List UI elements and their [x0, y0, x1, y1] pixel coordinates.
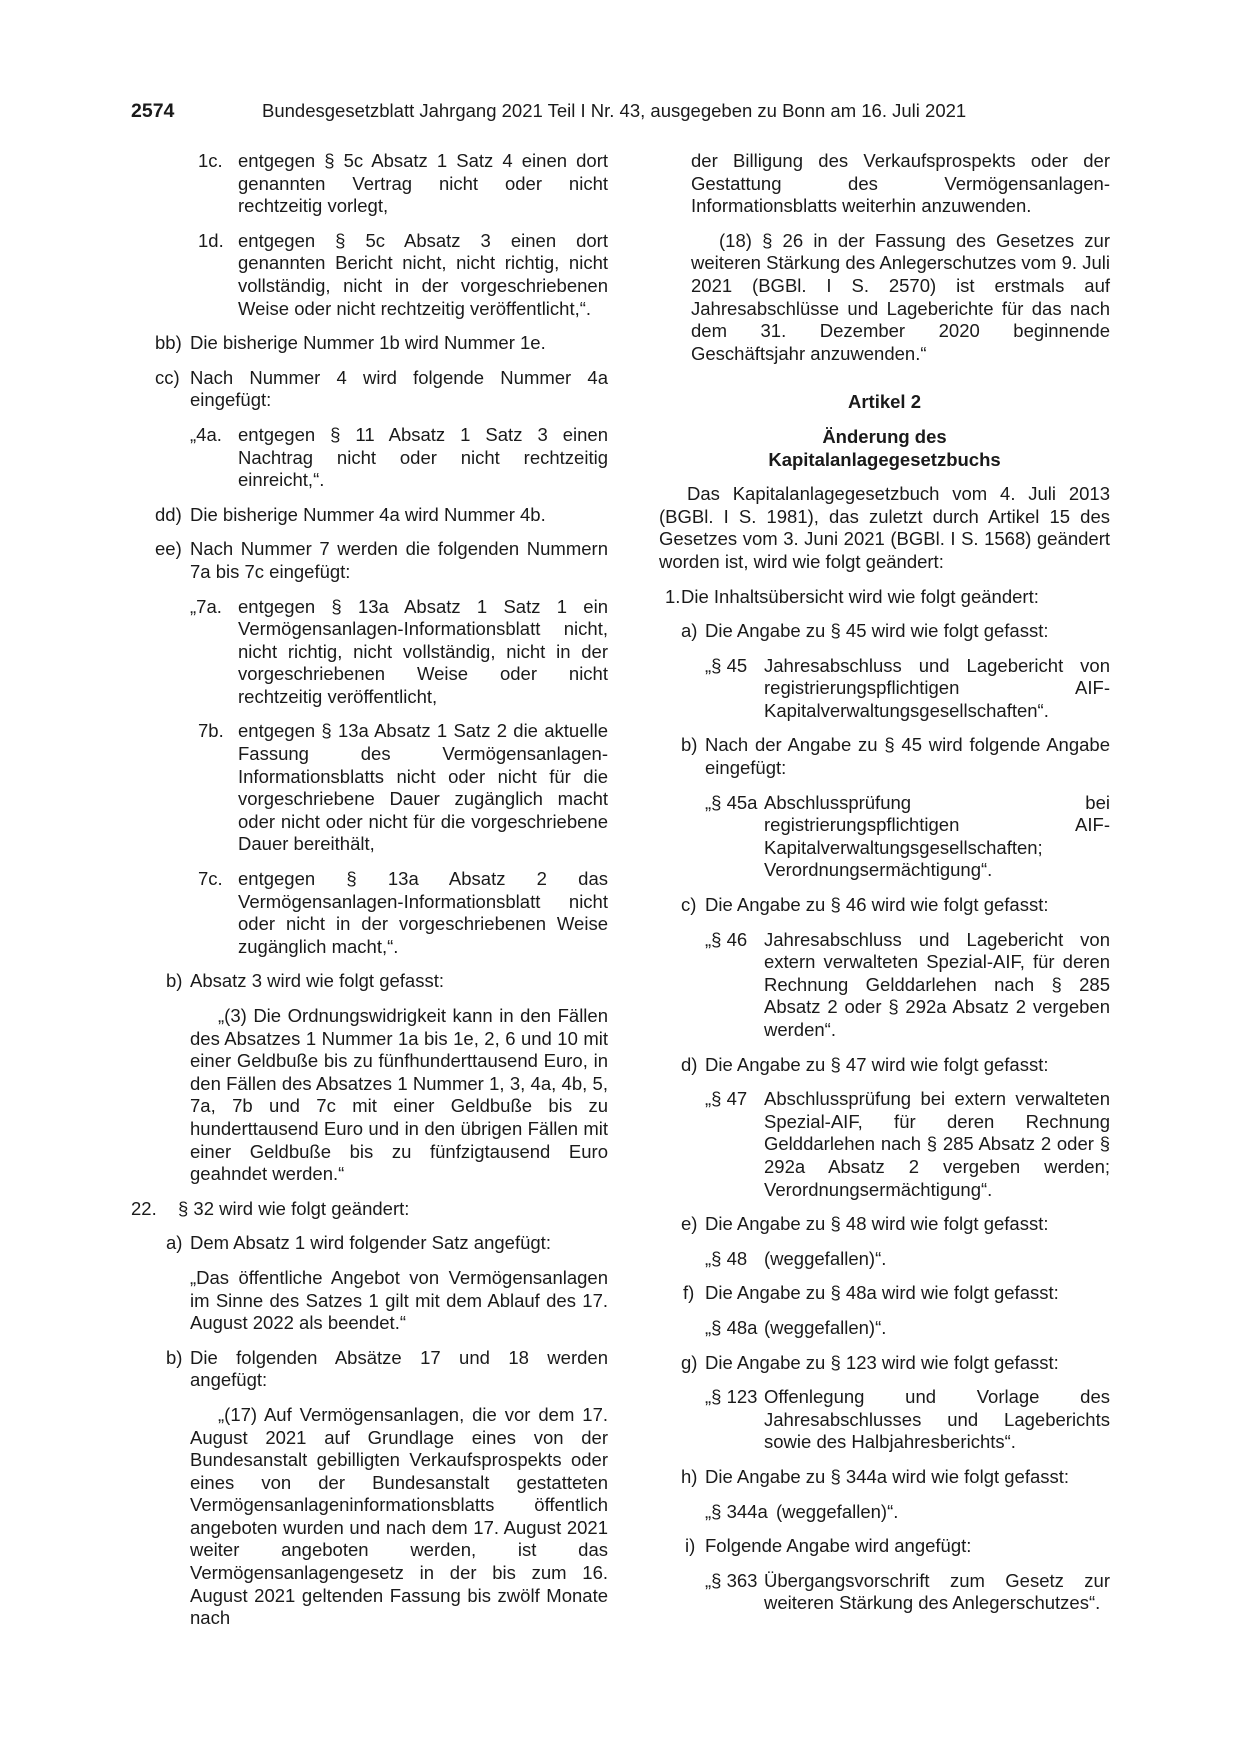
- item-text: Absatz 3 wird wie folgt gefasst:: [190, 970, 444, 992]
- entry-text: (weggefallen)“.: [776, 1500, 899, 1522]
- item-text: Nach Nummer 7 werden die folgenden Nummern 7a bis 7c eingefügt:: [190, 538, 608, 582]
- item-text: Folgende Angabe wird angefügt:: [705, 1535, 972, 1557]
- entry-text: Jahresabschluss und Lagebericht von extern verwalteten Spezial-AIF, für deren Rechnung Gelddarlehen nach § 285 Absatz 2 oder § 292a Absatz 2 vergeben werden“.: [764, 928, 1110, 1040]
- entry-text: Übergangsvorschrift zum Gesetz zur weiteren Stärkung des Anlegerschutzes“.: [764, 1569, 1110, 1614]
- item-label: dd): [155, 503, 182, 525]
- item-i: [659, 1535, 1110, 1558]
- quote-satz: „Das öffentliche Angebot von Vermögensanlagen im Sinne des Satzes 1 gilt mit dem Ablauf des 17. August 2022 als beendet.“: [190, 1266, 608, 1334]
- item-a: [659, 620, 1110, 643]
- item-text: Die Angabe zu § 45 wird wie folgt gefasst:: [705, 620, 1049, 642]
- entry-label: „§ 47: [705, 1088, 748, 1110]
- item-b: [131, 970, 608, 993]
- item-label: 22.: [131, 1197, 157, 1219]
- item-text: Die Angabe zu § 48 wird wie folgt gefasst:: [705, 1213, 1049, 1235]
- entry-47: [659, 1088, 1110, 1201]
- item-label: b): [166, 1346, 183, 1368]
- item-label: 1d.: [198, 229, 224, 251]
- item-text: Nach der Angabe zu § 45 wird folgende Angabe eingefügt:: [705, 734, 1110, 779]
- paragraph-absatz-3: „(3) Die Ordnungswidrigkeit kann in den Fällen des Absatzes 1 Nummer 1a bis 1e, 2, 6 und 10 mit einer Geldbuße bis zu fünfhunderttausend Euro, in den Fällen des Absatzes 1 Nummer 1, 3, 4a, 4b, 5, 7a, 7b und 7c mit einer Geldbuße bis zu hunderttausend Euro und in den übrigen Fällen mit einer Geldbuße bis zu fünfzigtausend Euro geahndet werden.“: [190, 1005, 608, 1185]
- entry-text: (weggefallen)“.: [764, 1316, 887, 1338]
- entry-46: [659, 929, 1110, 1042]
- item-text: Die bisherige Nummer 1b wird Nummer 1e.: [190, 332, 546, 354]
- entry-label: „§ 46: [705, 928, 748, 950]
- item-label: 1.: [665, 585, 681, 607]
- item-label: 7b.: [198, 720, 224, 742]
- item-label: e): [681, 1213, 698, 1235]
- entry-label: „§ 363: [705, 1569, 758, 1591]
- item-text: Die Angabe zu § 48a wird wie folgt gefasst:: [705, 1282, 1059, 1304]
- item-label: b): [681, 734, 698, 756]
- item-dd: [131, 504, 608, 527]
- item-label: 7c.: [198, 868, 223, 890]
- item-1: [659, 586, 1110, 609]
- page-header: [131, 100, 1111, 126]
- item-text: entgegen § 5c Absatz 1 Satz 4 einen dort genannten Vertrag nicht oder nicht rechtzeitig vorlegt,: [238, 150, 608, 217]
- item-label: g): [681, 1351, 698, 1373]
- item-label: f): [683, 1282, 695, 1304]
- entry-text: Jahresabschluss und Lagebericht von registrierungspflichtigen AIF-Kapitalverwaltungsgesellschaften“.: [764, 654, 1110, 721]
- entry-text: Offenlegung und Vorlage des Jahresabschlusses und Lageberichts sowie des Halbjahresberichts“.: [764, 1386, 1110, 1453]
- item-label: d): [681, 1053, 698, 1075]
- right-column: [659, 150, 1110, 1627]
- item-g: [659, 1352, 1110, 1375]
- item-7a: [131, 596, 608, 709]
- paragraph-absatz-17-continued: der Billigung des Verkaufsprospekts oder der Gestattung des Vermögensanlagen-Informationsblatts weiterhin anzuwenden.: [691, 150, 1110, 217]
- article-subtitle-line-2: Kapitalanlagegesetzbuchs: [768, 448, 1001, 470]
- item-text: Die bisherige Nummer 4a wird Nummer 4b.: [190, 503, 546, 525]
- entry-label: „§ 48: [705, 1247, 748, 1269]
- item-22: [131, 1198, 608, 1221]
- entry-123: [659, 1386, 1110, 1454]
- article-title: Artikel 2: [847, 391, 921, 413]
- item-4a: [131, 424, 608, 492]
- header-title: Bundesgesetzblatt Jahrgang 2021 Teil I Nr. 43, ausgegeben zu Bonn am 16. Juli 2021: [262, 100, 967, 121]
- item-b: [659, 734, 1110, 779]
- item-label: b): [166, 970, 183, 992]
- entry-48: [659, 1248, 1110, 1271]
- item-7b: [131, 720, 608, 856]
- item-f: [659, 1282, 1110, 1305]
- entry-label: „§ 123: [705, 1386, 758, 1408]
- item-text: Die Angabe zu § 344a wird wie folgt gefasst:: [705, 1465, 1070, 1487]
- item-text: entgegen § 5c Absatz 3 einen dort genannten Bericht nicht, nicht richtig, nicht vollständig, nicht in der vorgeschriebenen Weise oder nicht rechtzeitig veröffentlicht,“.: [238, 229, 608, 319]
- page-number: 2574: [131, 100, 175, 122]
- item-text: entgegen § 11 Absatz 1 Satz 3 einen Nachtrag nicht oder nicht rechtzeitig einreicht,“.: [238, 423, 608, 491]
- item-text: § 32 wird wie folgt geändert:: [178, 1197, 410, 1219]
- item-text: entgegen § 13a Absatz 1 Satz 1 ein Vermögensanlagen-Informationsblatt nicht, nicht richtig, nicht vollständig, nicht in der vorgeschriebenen Weise oder nicht rechtzeitig veröffentlicht,: [238, 595, 608, 707]
- entry-363: [659, 1570, 1110, 1615]
- item-1d: [131, 230, 608, 320]
- item-label: bb): [155, 332, 182, 354]
- article-intro: Das Kapitalanlagegesetzbuch vom 4. Juli 2013 (BGBl. I S. 1981), das zuletzt durch Artikel 15 des Gesetzes vom 3. Juni 2021 (BGBl. I S. 1568) geändert worden ist, wird wie folgt geändert:: [659, 483, 1110, 572]
- entry-label: „§ 45a: [705, 791, 758, 813]
- left-column: [131, 150, 608, 1630]
- entry-344a: [659, 1501, 1110, 1524]
- entry-label: „§ 45: [705, 654, 748, 676]
- item-label: c): [681, 894, 697, 916]
- entry-text: Abschlussprüfung bei registrierungspflichtigen AIF-Kapitalverwaltungsgesellschaften; Verordnungsermächtigung“.: [764, 791, 1110, 881]
- item-e: [659, 1213, 1110, 1236]
- entry-text: (weggefallen)“.: [764, 1247, 887, 1269]
- item-label: 1c.: [198, 150, 223, 171]
- paragraph-absatz-18: (18) § 26 in der Fassung des Gesetzes zur weiteren Stärkung des Anlegerschutzes vom 9. Juli 2021 (BGBl. I S. 2570) ist erstmals auf Jahresabschlüsse und Lageberichte für das nach dem 31. Dezember 2020 beginnende Geschäftsjahr anzuwenden.“: [691, 229, 1110, 364]
- item-label: ee): [155, 538, 182, 560]
- item-label: a): [166, 1232, 183, 1254]
- item-text: Die Angabe zu § 47 wird wie folgt gefasst:: [705, 1053, 1049, 1075]
- item-22-b: [131, 1347, 608, 1392]
- item-1c: [131, 150, 608, 218]
- item-text: Nach Nummer 4 wird folgende Nummer 4a eingefügt:: [190, 366, 608, 411]
- item-label: i): [685, 1535, 696, 1557]
- item-cc: [131, 367, 608, 412]
- entry-45a: [659, 792, 1110, 882]
- item-c: [659, 894, 1110, 917]
- item-text: entgegen § 13a Absatz 2 das Vermögensanlagen-Informationsblatt nicht oder nicht in der vorgeschriebenen Weise zugänglich macht,“.: [238, 868, 608, 957]
- item-label: h): [681, 1465, 698, 1487]
- item-text: entgegen § 13a Absatz 1 Satz 2 die aktuelle Fassung des Vermögensanlagen-Informationsblatts nicht oder nicht für die vorgeschriebene Dauer zugänglich macht oder nicht oder nicht für die vorgeschriebene Dauer bereithält,: [238, 720, 608, 855]
- item-text: Dem Absatz 1 wird folgender Satz angefügt:: [190, 1232, 551, 1254]
- item-label: a): [681, 620, 698, 642]
- entry-45: [659, 655, 1110, 723]
- item-text: Die Inhaltsübersicht wird wie folgt geändert:: [681, 585, 1039, 607]
- article-subtitle-line-1: Änderung des: [822, 425, 947, 447]
- item-h: [659, 1466, 1110, 1489]
- item-label: cc): [155, 366, 180, 388]
- entry-text: Abschlussprüfung bei extern verwalteten Spezial-AIF, für deren Rechnung Gelddarlehen nach § 285 Absatz 2 oder § 292a Absatz 2 vergeben werden; Verordnungsermächtigung“.: [764, 1088, 1110, 1200]
- item-ee: [131, 538, 608, 583]
- item-label: „4a.: [190, 423, 222, 445]
- entry-48a: [659, 1317, 1110, 1340]
- item-22-a: [131, 1232, 608, 1255]
- entry-label: „§ 48a: [705, 1316, 758, 1338]
- paragraph-absatz-17: „(17) Auf Vermögensanlagen, die vor dem 17. August 2021 auf Grundlage eines von der Bundesanstalt gebilligten Verkaufsprospekts oder eines von der Bundesanstalt gestatteten Vermögensanlageninformationsblatts öffentlich angeboten wurden und nach dem 17. August 2021 weiter angeboten werden, ist das Vermögensanlagengesetz in der bis zum 16. August 2021 geltenden Fassung bis zwölf Monate nach: [190, 1403, 608, 1629]
- item-bb: [131, 332, 608, 355]
- item-text: Die Angabe zu § 123 wird wie folgt gefasst:: [705, 1351, 1059, 1373]
- item-text: Die Angabe zu § 46 wird wie folgt gefasst:: [705, 894, 1049, 916]
- item-7c: [131, 868, 608, 958]
- item-label: „7a.: [190, 595, 222, 617]
- entry-label: „§ 344a: [705, 1500, 768, 1522]
- item-d: [659, 1054, 1110, 1077]
- item-text: Die folgenden Absätze 17 und 18 werden angefügt:: [190, 1346, 608, 1391]
